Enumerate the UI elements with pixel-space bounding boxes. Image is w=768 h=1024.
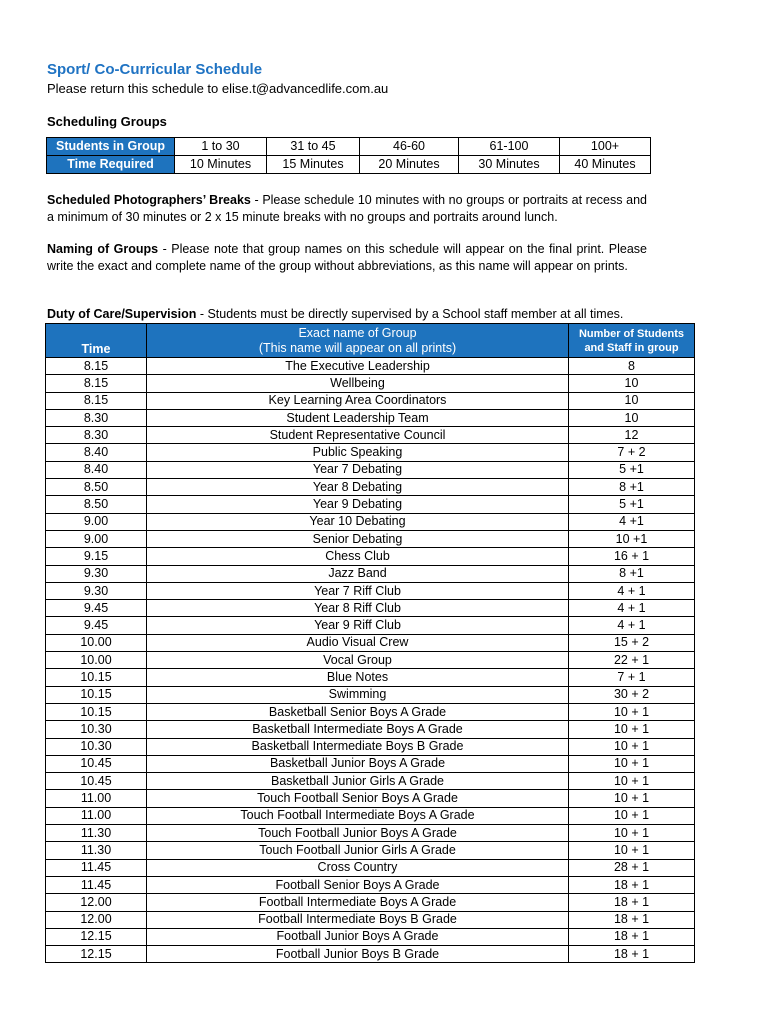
time-cell: 9.00 — [46, 513, 147, 530]
time-required-label: Time Required — [47, 156, 175, 174]
time-cell: 8.15 — [46, 358, 147, 375]
group-name-cell: Jazz Band — [147, 565, 569, 582]
group-name-cell: Basketball Senior Boys A Grade — [147, 703, 569, 720]
group-size-cell: 18 + 1 — [569, 876, 695, 893]
table-row — [46, 392, 695, 409]
group-name-cell: Year 8 Riff Club — [147, 600, 569, 617]
group-size-cell: 10 + 1 — [569, 721, 695, 738]
group-name-cell: The Executive Leadership — [147, 358, 569, 375]
group-name-cell: Blue Notes — [147, 669, 569, 686]
group-name-cell: Student Leadership Team — [147, 409, 569, 426]
schedule-table — [45, 323, 695, 963]
table-row — [46, 686, 695, 703]
table-row — [46, 565, 695, 582]
time-cell: 8.30 — [46, 427, 147, 444]
table-row — [46, 582, 695, 599]
group-size-cell: 10 + 1 — [569, 807, 695, 824]
group-name-cell: Key Learning Area Coordinators — [147, 392, 569, 409]
group-size-cell: 10 — [569, 409, 695, 426]
table-row — [46, 496, 695, 513]
group-name-cell: Year 10 Debating — [147, 513, 569, 530]
group-size-cell: 8 +1 — [569, 479, 695, 496]
time-cell: 11.30 — [46, 825, 147, 842]
group-size-cell: 10 + 1 — [569, 703, 695, 720]
group-size-cell: 10 + 1 — [569, 790, 695, 807]
duty-paragraph — [47, 306, 687, 323]
group-name-cell: Swimming — [147, 686, 569, 703]
table-row — [46, 946, 695, 963]
time-cell: 10.15 — [46, 669, 147, 686]
time-cell: 8.40 — [46, 461, 147, 478]
group-name-cell: Basketball Junior Girls A Grade — [147, 773, 569, 790]
duty-label: Duty of Care/Supervision — [47, 307, 197, 321]
time-cell: 15 Minutes — [267, 156, 360, 174]
time-cell: 12.00 — [46, 911, 147, 928]
group-name-cell: Year 7 Riff Club — [147, 582, 569, 599]
table-row — [46, 807, 695, 824]
group-size-cell: 18 + 1 — [569, 928, 695, 945]
time-cell: 9.45 — [46, 617, 147, 634]
group-size-cell: 4 + 1 — [569, 600, 695, 617]
time-cell: 9.00 — [46, 530, 147, 547]
group-name-cell: Football Senior Boys A Grade — [147, 876, 569, 893]
number-column-header — [569, 324, 695, 358]
time-cell: 8.50 — [46, 496, 147, 513]
group-size-cell: 4 +1 — [569, 513, 695, 530]
group-size-cell: 12 — [569, 427, 695, 444]
group-name-cell: Year 9 Riff Club — [147, 617, 569, 634]
table-row — [46, 427, 695, 444]
time-cell: 10.30 — [46, 738, 147, 755]
group-name-cell: Year 9 Debating — [147, 496, 569, 513]
table-row — [46, 444, 695, 461]
table-row — [46, 928, 695, 945]
table-row — [46, 409, 695, 426]
group-size-cell: 18 + 1 — [569, 894, 695, 911]
time-cell: 10.00 — [46, 652, 147, 669]
table-row — [46, 548, 695, 565]
table-row — [46, 773, 695, 790]
table-row — [46, 669, 695, 686]
table-row — [46, 461, 695, 478]
group-size-cell: 10 + 1 — [569, 738, 695, 755]
table-row — [46, 617, 695, 634]
time-cell: 10.45 — [46, 773, 147, 790]
table-row — [46, 513, 695, 530]
table-row — [46, 358, 695, 375]
time-cell: 11.00 — [46, 790, 147, 807]
range-cell: 1 to 30 — [175, 138, 267, 156]
time-cell: 10.30 — [46, 721, 147, 738]
time-cell: 11.30 — [46, 842, 147, 859]
group-size-cell: 10 — [569, 392, 695, 409]
breaks-text: - Please schedule 10 minutes with no groups or portraits at recess and a minimum of 30 minutes or 2 x 15 minute breaks with no groups and portraits around lunch. — [47, 193, 647, 224]
group-name-cell: Basketball Junior Boys A Grade — [147, 755, 569, 772]
scheduling-groups-table — [46, 137, 651, 174]
table-row — [46, 876, 695, 893]
group-name-column-header — [147, 324, 569, 358]
time-cell: 9.45 — [46, 600, 147, 617]
time-cell: 8.30 — [46, 409, 147, 426]
table-row — [46, 600, 695, 617]
time-cell: 10.15 — [46, 686, 147, 703]
group-size-cell: 18 + 1 — [569, 946, 695, 963]
table-row — [46, 825, 695, 842]
table-row — [46, 738, 695, 755]
table-row — [46, 530, 695, 547]
students-in-group-row — [47, 138, 651, 156]
group-name-header-line1: Exact name of Group — [298, 325, 417, 340]
time-cell: 8.50 — [46, 479, 147, 496]
time-cell: 10.45 — [46, 755, 147, 772]
group-name-cell: Basketball Intermediate Boys A Grade — [147, 721, 569, 738]
group-size-cell: 10 + 1 — [569, 825, 695, 842]
group-name-cell: Football Intermediate Boys A Grade — [147, 894, 569, 911]
group-name-header-line2: (This name will appear on all prints) — [258, 340, 457, 355]
group-name-cell: Year 7 Debating — [147, 461, 569, 478]
time-cell: 9.15 — [46, 548, 147, 565]
time-cell: 11.00 — [46, 807, 147, 824]
scheduling-groups-heading: Scheduling Groups — [47, 114, 167, 129]
naming-label: Naming of Groups — [47, 242, 159, 256]
group-name-cell: Touch Football Intermediate Boys A Grade — [147, 807, 569, 824]
students-in-group-label: Students in Group — [47, 138, 175, 156]
time-cell: 8.40 — [46, 444, 147, 461]
time-cell: 12.15 — [46, 946, 147, 963]
range-cell: 100+ — [560, 138, 651, 156]
group-name-cell: Year 8 Debating — [147, 479, 569, 496]
time-cell: 10 Minutes — [175, 156, 267, 174]
table-row — [46, 755, 695, 772]
group-size-cell: 5 +1 — [569, 496, 695, 513]
group-name-cell: Cross Country — [147, 859, 569, 876]
group-name-cell: Student Representative Council — [147, 427, 569, 444]
table-row — [46, 652, 695, 669]
number-header-line1: Number of Students — [578, 327, 685, 340]
breaks-paragraph — [47, 192, 647, 225]
table-row — [46, 721, 695, 738]
table-row — [46, 842, 695, 859]
time-cell: 10.00 — [46, 634, 147, 651]
duty-text: - Students must be directly supervised by a School staff member at all times. — [196, 307, 624, 321]
group-size-cell: 7 + 2 — [569, 444, 695, 461]
time-cell: 40 Minutes — [560, 156, 651, 174]
group-size-cell: 30 + 2 — [569, 686, 695, 703]
group-name-cell: Chess Club — [147, 548, 569, 565]
number-header-line2: and Staff in group — [584, 341, 679, 354]
time-cell: 8.15 — [46, 375, 147, 392]
time-cell: 9.30 — [46, 565, 147, 582]
naming-text: - Please note that group names on this schedule will appear on the final print. Please write the exact and complete name of the group without abbreviations, as this name will appear on prints. — [47, 242, 647, 273]
time-cell: 12.00 — [46, 894, 147, 911]
time-cell: 20 Minutes — [360, 156, 459, 174]
group-name-cell: Public Speaking — [147, 444, 569, 461]
group-size-cell: 10 + 1 — [569, 755, 695, 772]
group-size-cell: 4 + 1 — [569, 617, 695, 634]
group-size-cell: 5 +1 — [569, 461, 695, 478]
group-size-cell: 10 +1 — [569, 530, 695, 547]
time-cell: 30 Minutes — [459, 156, 560, 174]
table-row — [46, 911, 695, 928]
table-row — [46, 790, 695, 807]
time-cell: 11.45 — [46, 876, 147, 893]
group-size-cell: 28 + 1 — [569, 859, 695, 876]
schedule-header-row — [46, 324, 695, 358]
time-cell: 12.15 — [46, 928, 147, 945]
naming-paragraph — [47, 241, 647, 274]
return-instruction: Please return this schedule to elise.t@advancedlife.com.au — [47, 81, 389, 96]
group-size-cell: 22 + 1 — [569, 652, 695, 669]
group-size-cell: 18 + 1 — [569, 911, 695, 928]
group-size-cell: 8 — [569, 358, 695, 375]
table-row — [46, 703, 695, 720]
group-size-cell: 10 + 1 — [569, 773, 695, 790]
group-size-cell: 10 + 1 — [569, 842, 695, 859]
page-title: Sport/ Co-Curricular Schedule — [47, 61, 263, 78]
group-name-cell: Touch Football Junior Boys A Grade — [147, 825, 569, 842]
group-name-cell: Vocal Group — [147, 652, 569, 669]
time-cell: 11.45 — [46, 859, 147, 876]
range-cell: 46-60 — [360, 138, 459, 156]
time-required-row — [47, 156, 651, 174]
group-name-cell: Touch Football Junior Girls A Grade — [147, 842, 569, 859]
time-cell: 10.15 — [46, 703, 147, 720]
group-name-cell: Wellbeing — [147, 375, 569, 392]
schedule-table-body — [46, 358, 695, 963]
group-name-cell: Basketball Intermediate Boys B Grade — [147, 738, 569, 755]
time-cell: 9.30 — [46, 582, 147, 599]
group-size-cell: 15 + 2 — [569, 634, 695, 651]
range-cell: 61-100 — [459, 138, 560, 156]
group-name-cell: Touch Football Senior Boys A Grade — [147, 790, 569, 807]
table-row — [46, 859, 695, 876]
table-row — [46, 634, 695, 651]
group-name-cell: Audio Visual Crew — [147, 634, 569, 651]
group-name-cell: Football Intermediate Boys B Grade — [147, 911, 569, 928]
group-size-cell: 10 — [569, 375, 695, 392]
table-row — [46, 479, 695, 496]
time-cell: 8.15 — [46, 392, 147, 409]
table-row — [46, 894, 695, 911]
group-name-cell: Senior Debating — [147, 530, 569, 547]
breaks-label: Scheduled Photographers’ Breaks — [47, 193, 251, 207]
group-name-cell: Football Junior Boys B Grade — [147, 946, 569, 963]
table-row — [46, 375, 695, 392]
group-name-cell: Football Junior Boys A Grade — [147, 928, 569, 945]
group-size-cell: 4 + 1 — [569, 582, 695, 599]
group-size-cell: 8 +1 — [569, 565, 695, 582]
time-column-header: Time — [46, 324, 147, 358]
range-cell: 31 to 45 — [267, 138, 360, 156]
group-size-cell: 16 + 1 — [569, 548, 695, 565]
group-size-cell: 7 + 1 — [569, 669, 695, 686]
